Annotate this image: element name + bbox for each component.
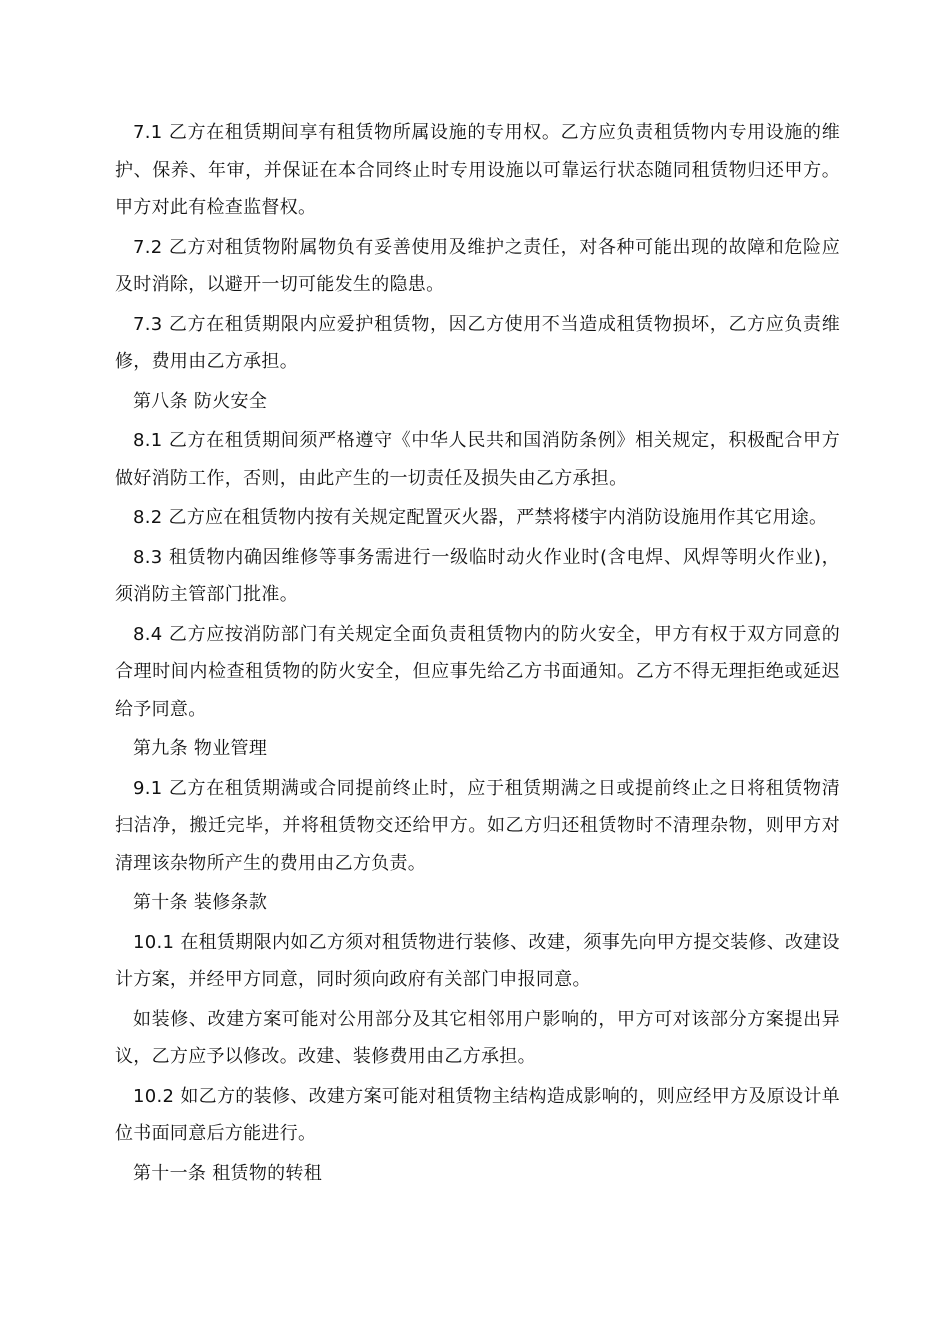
document-page (115, 114, 840, 1194)
clause-10-1: 10.1 在租赁期限内如乙方须对租赁物进行装修、改建，须事先向甲方提交装修、改建设计方案，并经甲方同意，同时须向政府有关部门申报同意。 (115, 931, 840, 990)
clause-8-2: 8.2 乙方应在租赁物内按有关规定配置灭火器，严禁将楼宇内消防设施用作其它用途。 (133, 507, 828, 528)
clause-8-4: 8.4 乙方应按消防部门有关规定全面负责租赁物内的防火安全，甲方有权于双方同意的合理时间内检查租赁物的防火安全，但应事先给乙方书面通知。乙方不得无理拒绝或延迟给予同意。 (115, 623, 840, 720)
clause-9-1: 9.1 乙方在租赁期满或合同提前终止时，应于租赁期满之日或提前终止之日将租赁物清扫洁净，搬迁完毕，并将租赁物交还给甲方。如乙方归还租赁物时不清理杂物，则甲方对清理该杂物所产生的费用由乙方负责。 (115, 777, 840, 874)
clause-7-2: 7.2 乙方对租赁物附属物负有妥善使用及维护之责任，对各种可能出现的故障和危险应及时消除，以避开一切可能发生的隐患。 (115, 236, 840, 295)
article-9-heading: 第九条 物业管理 (133, 738, 268, 759)
article-11-heading: 第十一条 租赁物的转租 (133, 1162, 323, 1184)
clause-10-1-supplement: 如装修、改建方案可能对公用部分及其它相邻用户影响的，甲方可对该部分方案提出异议，乙方应予以修改。改建、装修费用由乙方承担。 (115, 1008, 840, 1067)
clause-7-3: 7.3 乙方在租赁期限内应爱护租赁物，因乙方使用不当造成租赁物损坏，乙方应负责维修，费用由乙方承担。 (115, 313, 840, 372)
clause-8-1: 8.1 乙方在租赁期间须严格遵守《中华人民共和国消防条例》相关规定，积极配合甲方做好消防工作，否则，由此产生的一切责任及损失由乙方承担。 (115, 430, 840, 489)
clause-7-1: 7.1 乙方在租赁期间享有租赁物所属设施的专用权。乙方应负责租赁物内专用设施的维护、保养、年审，并保证在本合同终止时专用设施以可靠运行状态随同租赁物归还甲方。甲方对此有检查监督权。 (115, 122, 840, 218)
article-8-heading: 第八条 防火安全 (133, 390, 268, 412)
clause-10-2: 10.2 如乙方的装修、改建方案可能对租赁物主结构造成影响的，则应经甲方及原设计单位书面同意后方能进行。 (115, 1085, 840, 1144)
clause-8-3: 8.3 租赁物内确因维修等事务需进行一级临时动火作业时(含电焊、风焊等明火作业)，须消防主管部门批准。 (115, 546, 840, 605)
article-10-heading: 第十条 装修条款 (133, 892, 268, 913)
